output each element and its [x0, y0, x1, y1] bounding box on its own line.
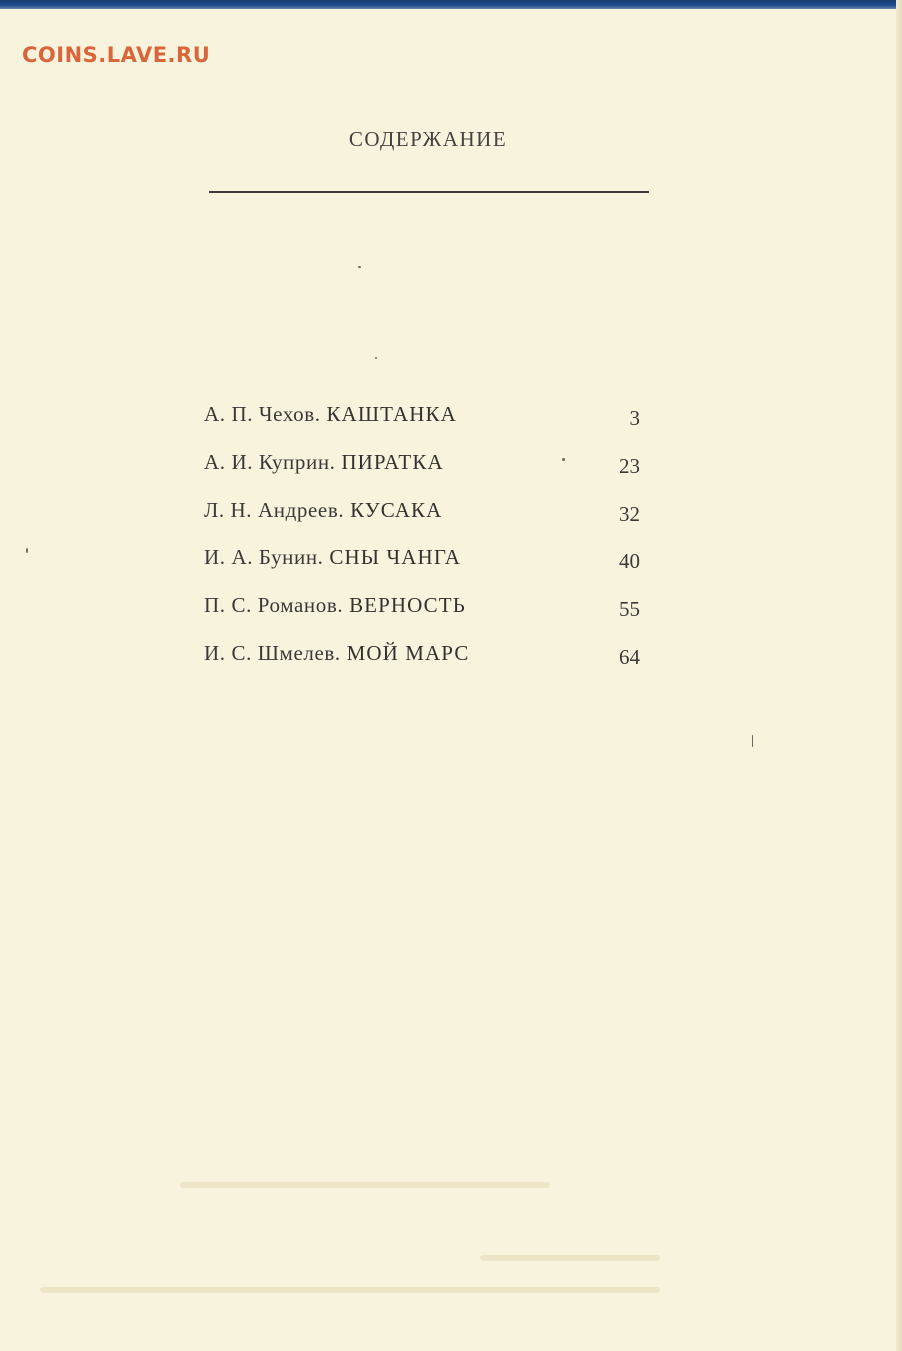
paper-speck [375, 357, 377, 359]
toc-entry [204, 402, 644, 450]
toc-work-title: МОЙ МАРС [346, 640, 470, 665]
watermark-logo: COINS.LAVE.RU [22, 43, 211, 67]
toc-entry-text [204, 498, 442, 523]
title-divider [209, 191, 649, 193]
toc-entry [204, 545, 644, 593]
toc-entry-text [204, 450, 444, 475]
toc-page-number: 23 [619, 453, 640, 478]
paper-speck [358, 266, 361, 268]
book-cover-edge [0, 0, 902, 9]
show-through-mark [180, 1182, 550, 1188]
table-of-contents [204, 402, 644, 689]
toc-author: П. С. Романов. [204, 593, 344, 618]
page-title: СОДЕРЖАНИЕ [348, 127, 508, 151]
toc-work-title: ПИРАТКА [341, 449, 444, 474]
toc-entry-text [204, 545, 461, 570]
toc-author: А. П. Чехов. [204, 402, 321, 426]
show-through-mark [480, 1255, 660, 1261]
page-right-edge [896, 0, 902, 1351]
toc-entry-text [204, 641, 469, 666]
paper-speck [562, 458, 565, 461]
toc-entry [204, 498, 644, 546]
paper-speck [752, 735, 753, 747]
paper-speck [26, 548, 28, 553]
toc-author: И. С. Шмелев. [204, 640, 341, 665]
toc-work-title: ВЕРНОСТЬ [349, 593, 466, 618]
toc-page-number: 55 [619, 597, 640, 622]
toc-work-title: КАШТАНКА [326, 402, 457, 426]
toc-page-number: 40 [619, 549, 640, 574]
toc-author: А. И. Куприн. [204, 449, 336, 474]
toc-work-title: СНЫ ЧАНГА [329, 545, 462, 570]
toc-entry [204, 593, 644, 641]
toc-entry-text [204, 402, 457, 427]
toc-entry-text [204, 593, 466, 618]
toc-author: И. А. Бунин. [204, 545, 324, 570]
toc-author: Л. Н. Андреев. [204, 497, 345, 522]
toc-entry [204, 641, 644, 689]
show-through-mark [40, 1287, 660, 1293]
toc-page-number: 32 [619, 501, 640, 526]
toc-entry [204, 450, 644, 498]
toc-work-title: КУСАКА [350, 497, 443, 522]
toc-page-number: 64 [619, 644, 640, 669]
toc-page-number: 3 [629, 406, 640, 430]
